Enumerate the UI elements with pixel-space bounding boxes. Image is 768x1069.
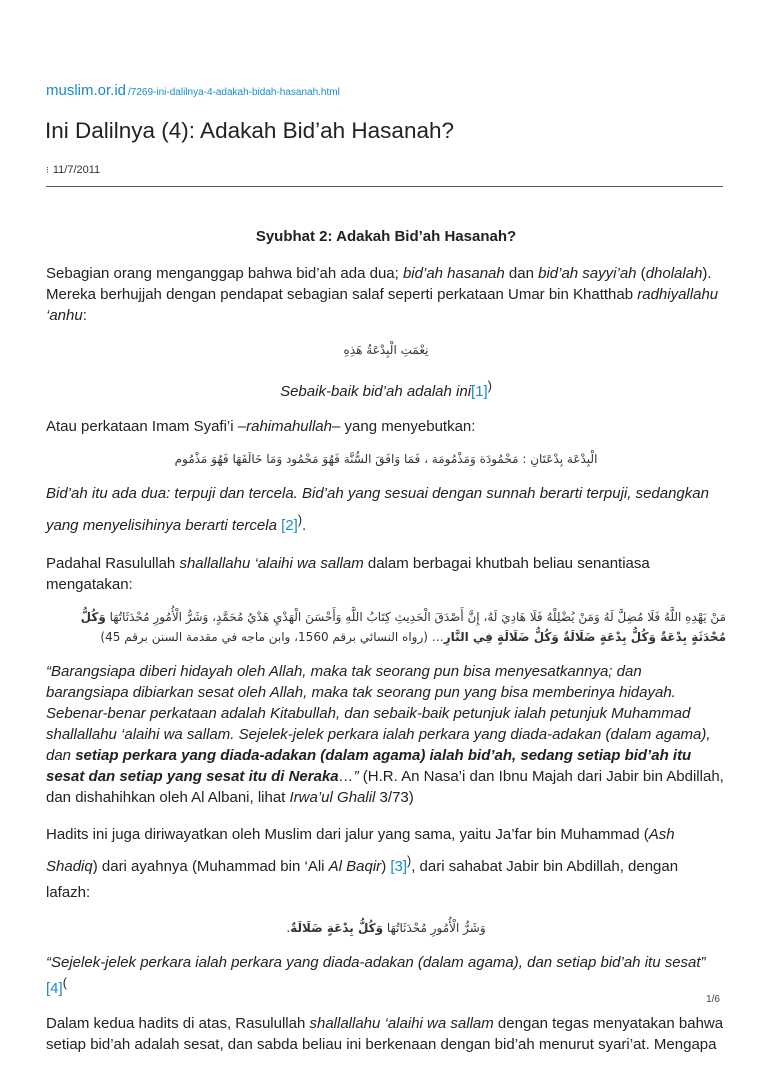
- source-url: [46, 82, 340, 100]
- translation-quote-1: Sebaik-baik bid’ah adalah ini[1]): [280, 379, 492, 400]
- footnote-link-3[interactable]: [3]: [390, 858, 408, 875]
- header-divider: [46, 186, 723, 187]
- arabic-hadith-2: وَشَرُّ الْأُمُورِ مُحْدَثَاتُهَا وَكُلُّ بِدْعَةٍ ضَلَالَةٌ.: [286, 921, 486, 935]
- post-meta: [46, 164, 100, 176]
- post-date: 11/7/2011: [52, 164, 101, 176]
- footnote-link-1[interactable]: [1]: [471, 383, 488, 400]
- footnote-mark-1: ): [487, 379, 492, 393]
- paragraph-7: “Sejelek-jelek perkara ialah perkara yang diada-adakan (dalam agama), dan setiap bid’ah itu sesat” [4](: [46, 954, 706, 997]
- article-body: [46, 226, 726, 1069]
- paragraph-1: Sebagian orang menganggap bahwa bid’ah ada dua; bid’ah hasanah dan bid’ah sayyi’ah (dholalah). Mereka berhujjah dengan pendapat sebagian salaf seperti perkataan Umar bin Khatthab radhiyallahu ‘anhu:: [46, 265, 719, 324]
- paragraph-4: Padahal Rasulullah shallallahu ‘alaihi wa sallam dalam berbagai khutbah beliau senantiasa mengatakan:: [46, 555, 650, 593]
- paragraph-6: Hadits ini juga diriwayatkan oleh Muslim dari jalur yang sama, yaitu Ja’far bin Muhammad (Ash Shadiq) dari ayahnya (Muhammad bin ‘Ali Al Baqir) [3]), dari sahabat Jabir bin Abdillah, dengan lafazh:: [46, 826, 679, 901]
- article-subheading: Syubhat 2: Adakah Bid’ah Hasanah?: [255, 228, 517, 245]
- arabic-quote-1: نِعْمَتِ الْبِدْعَةُ هَذِهِ: [343, 343, 429, 357]
- paragraph-3: Bid’ah itu ada dua: terpuji dan tercela. Bid’ah yang sesuai dengan sunnah berarti terpuji, sedangkan yang menyelisihinya berarti tercela [2]).: [46, 485, 709, 534]
- paragraph-8: Dalam kedua hadits di atas, Rasulullah shallallahu ‘alaihi wa sallam dengan tegas menyatakan bahwa setiap bid’ah adalah sesat, dan sabda beliau ini berkenaan dengan bid’ah menurut syari’at. Mengapa: [46, 1015, 724, 1053]
- date-icon: ⁝: [46, 165, 49, 175]
- footnote-link-4[interactable]: [4]: [46, 980, 63, 997]
- arabic-hadith-1: مَنْ يَهْدِهِ اللَّهُ فَلَا مُضِلَّ لَهُ وَمَنْ يُضْلِلْهُ فَلَا هَادِيَ لَهُ، إِنَّ أَصْدَقَ الْحَدِيثِ كِتَابُ اللَّهِ وَأَحْسَنَ الْهَدْيِ هَدْيُ مُحَمَّدٍ، وَشَرُّ الْأُمُورِ مُحْدَثَاتُهَا وَكُلُّ مُحْدَثَةٍ بِدْعَةٌ وَكُلُّ بِدْعَةٍ ضَلَالَةٌ وَكُلُّ ضَلَالَةٍ فِي النَّارِ… (رواه النسائي برقم 1560، وابن ماجه في مقدمة السنن برقم 45): [80, 610, 726, 644]
- paragraph-2: Atau perkataan Imam Syafi’i –rahimahullah– yang menyebutkan:: [46, 418, 476, 435]
- site-link[interactable]: muslim.or.id: [46, 82, 127, 99]
- page-title: Ini Dalilnya (4): Adakah Bid’ah Hasanah?: [45, 118, 454, 143]
- footnote-mark-3: ): [407, 854, 412, 868]
- footnote-link-2[interactable]: [2]: [281, 517, 298, 534]
- footnote-mark-2: ): [297, 513, 302, 527]
- paragraph-5: “Barangsiapa diberi hidayah oleh Allah, maka tak seorang pun bisa menyesatkannya; dan barangsiapa dibiarkan sesat oleh Allah, maka tak seorang pun yang bisa memberinya hidayah. Sebenar-benar perkataan adalah Kitabullah, dan sebaik-baik petunjuk ialah petunjuk Muhammad shallallahu ‘alaihi wa sallam. Sejelek-jelek perkara ialah perkara yang diada-adakan (dalam agama), dan setiap perkara yang diada-adakan (dalam agama) ialah bid’ah, sedang setiap bid’ah itu sesat dan setiap yang sesat itu di Neraka…” (H.R. An Nasa’i dan Ibnu Majah dari Jabir bin Abdillah, dan dishahihkan oleh Al Albani, lihat Irwa’ul Ghalil 3/73): [46, 663, 724, 806]
- footnote-mark-4: (: [62, 976, 67, 990]
- page-number: 1/6: [706, 994, 720, 1005]
- article-path-link[interactable]: /7269-ini-dalilnya-4-adakah-bidah-hasanah.html: [128, 87, 340, 98]
- arabic-quote-2: الْبِدْعَة بِدْعَتَانِ : مَحْمُودَة وَمَذْمُومَة ، فَمَا وَافَقَ السُّنَّة فَهُوَ مَحْمُود وَمَا خَالَفَهَا فَهُوَ مَذْمُوم: [174, 452, 598, 466]
